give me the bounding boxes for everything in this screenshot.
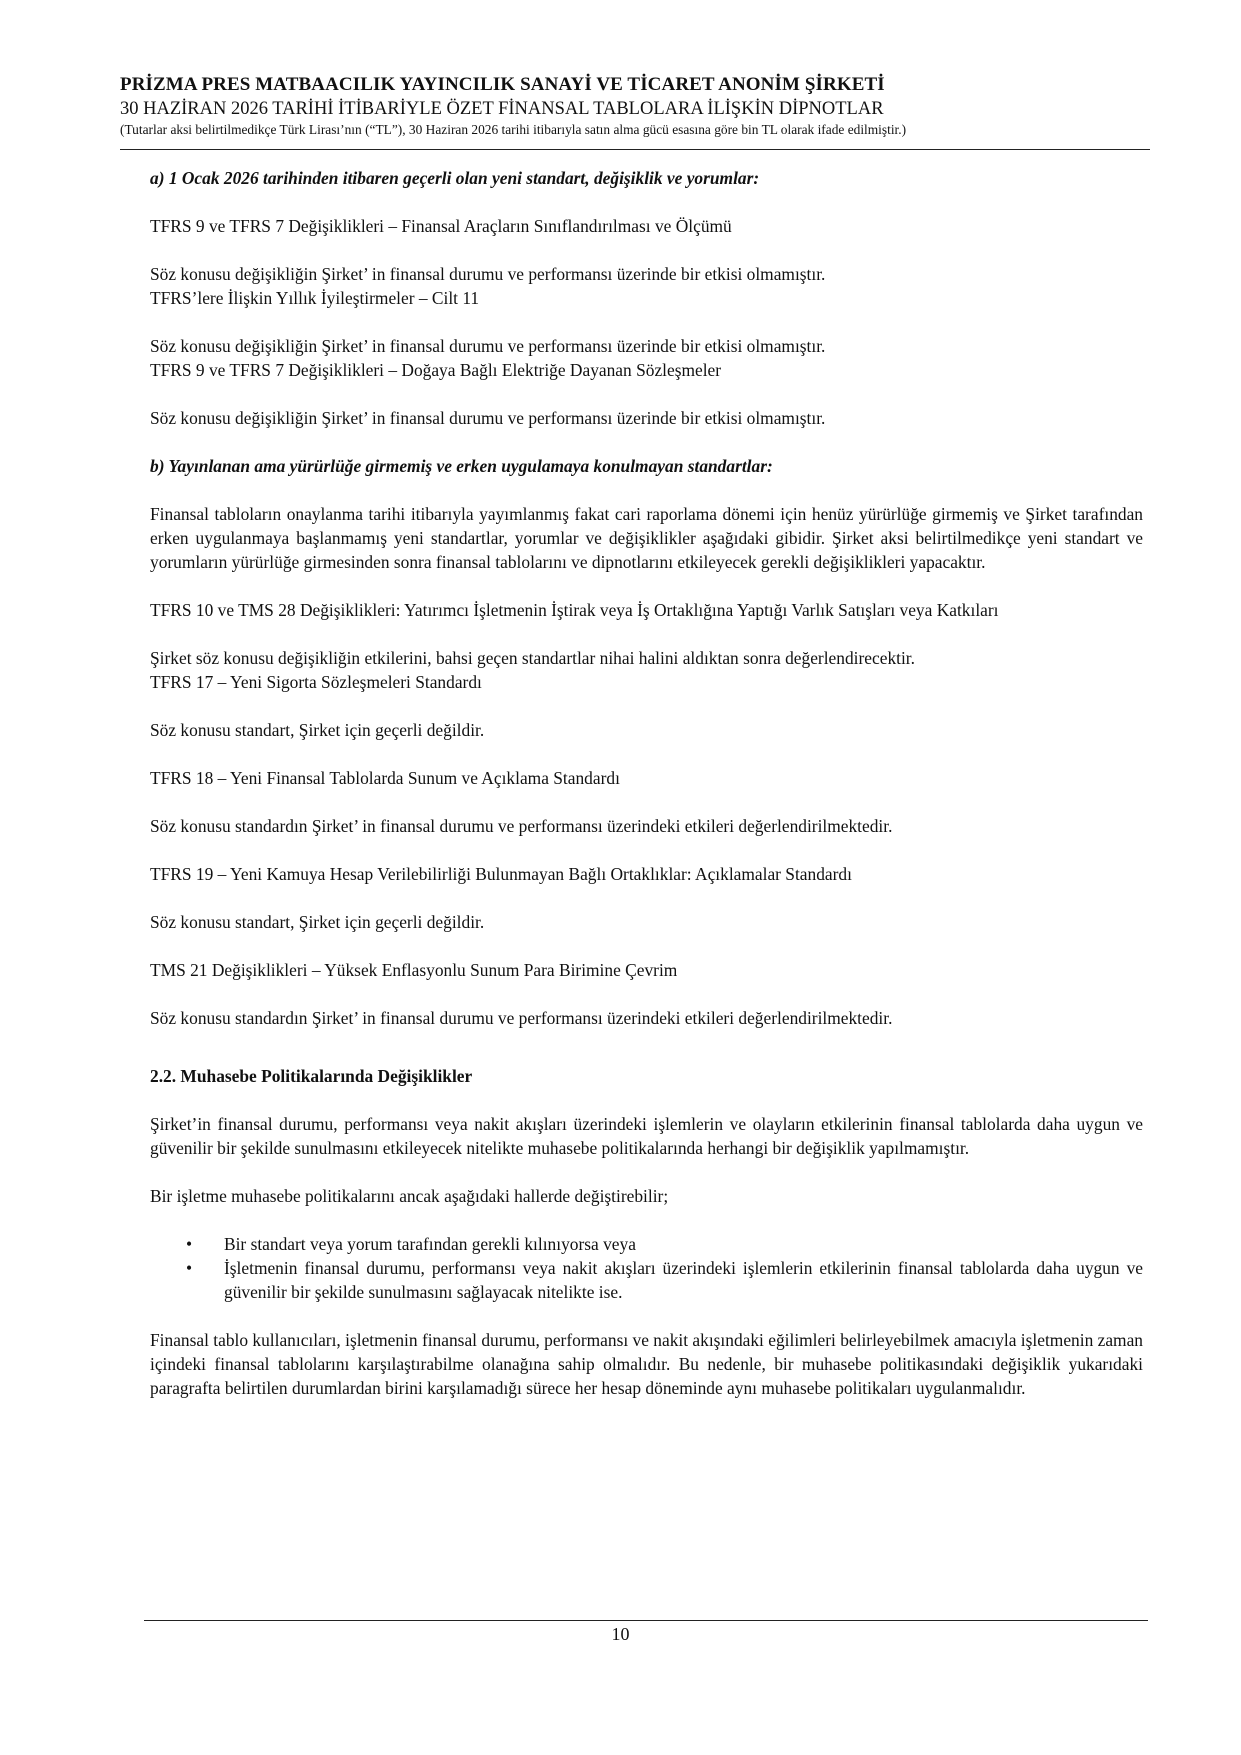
section-b-item5-text: Söz konusu standardın Şirket’ in finansal durumu ve performansı üzerindeki etkileri değerlendirilmektedir. bbox=[150, 1008, 893, 1028]
section-a-item3-title: TFRS 9 ve TFRS 7 Değişiklikleri – Doğaya Bağlı Elektriğe Dayanan Sözleşmeler bbox=[150, 360, 722, 380]
section-a-item3-text: Söz konusu değişikliğin Şirket’ in finansal durumu ve performansı üzerinde bir etkisi olmamıştır. bbox=[150, 408, 826, 428]
section-b-item1-title: TFRS 10 ve TMS 28 Değişiklikleri: Yatırımcı İşletmenin İştirak veya İş Ortaklığına Yaptığı Varlık Satışları veya Katkıları bbox=[150, 600, 999, 620]
section-b-item3-title: TFRS 18 – Yeni Finansal Tablolarda Sunum ve Açıklama Standardı bbox=[150, 768, 620, 788]
section-2-2-paragraph-1: Şirket’in finansal durumu, performansı veya nakit akışları üzerindeki işlemlerin ve olayların etkilerinin finansal tablolarda daha uygun ve güvenilir bir şekilde sunulmasını etkileyecek nitelikte muhasebe politikalarında herhangi bir değişiklik yapılmamıştır. bbox=[150, 1114, 1143, 1158]
company-name: PRİZMA PRES MATBAACILIK YAYINCILIK SANAYİ VE TİCARET ANONİM ŞİRKETİ bbox=[120, 74, 885, 95]
section-b-item3-text: Söz konusu standardın Şirket’ in finansal durumu ve performansı üzerindeki etkileri değerlendirilmektedir. bbox=[150, 816, 893, 836]
section-b-item4-text: Söz konusu standart, Şirket için geçerli değildir. bbox=[150, 912, 485, 932]
bullet-icon: • bbox=[186, 1234, 193, 1254]
conditions-list bbox=[150, 1232, 1143, 1304]
section-a-title: a) 1 Ocak 2026 tarihinden itibaren geçerli olan yeni standart, değişiklik ve yorumlar: bbox=[150, 168, 760, 188]
section-b-title: b) Yayınlanan ama yürürlüğe girmemiş ve erken uygulamaya konulmayan standartlar: bbox=[150, 456, 773, 476]
list-item bbox=[150, 1256, 1143, 1304]
header-divider bbox=[120, 149, 1150, 150]
section-2-2-heading: 2.2. Muhasebe Politikalarında Değişiklikler bbox=[150, 1066, 473, 1086]
document-body bbox=[150, 166, 1143, 1400]
currency-note: (Tutarlar aksi belirtilmedikçe Türk Lirası’nın (“TL”), 30 Haziran 2026 tarihi itibarıyla satın alma gücü esasına göre bin TL olarak ifade edilmiştir.) bbox=[120, 122, 907, 137]
section-b-item5-title: TMS 21 Değişiklikleri – Yüksek Enflasyonlu Sunum Para Birimine Çevrim bbox=[150, 960, 678, 980]
page-number: 10 bbox=[611, 1624, 630, 1644]
section-b-item2-title: TFRS 17 – Yeni Sigorta Sözleşmeleri Standardı bbox=[150, 672, 482, 692]
section-2-2-paragraph-2: Bir işletme muhasebe politikalarını ancak aşağıdaki hallerde değiştirebilir; bbox=[150, 1186, 669, 1206]
section-b-intro: Finansal tabloların onaylanma tarihi itibarıyla yayımlanmış fakat cari raporlama dönemi için henüz yürürlüğe girmemiş ve Şirket tarafından erken uygulanmaya başlanmamış yeni standartlar, yorumlar ve değişiklikler aşağıdaki gibidir. Şirket aksi belirtilmedikçe yeni standart ve yorumların yürürlüğe girmesinden sonra finansal tablolarını ve dipnotlarını etkileyecek gerekli değişiklikleri yapacaktır. bbox=[150, 504, 1143, 572]
list-item-text: Bir standart veya yorum tarafından gerekli kılınıyorsa veya bbox=[224, 1234, 636, 1254]
list-item bbox=[150, 1232, 1143, 1256]
section-b-item1-text: Şirket söz konusu değişikliğin etkilerini, bahsi geçen standartlar nihai halini aldıktan sonra değerlendirecektir. bbox=[150, 648, 915, 668]
page-header bbox=[120, 74, 1150, 138]
section-a-item2-text: Söz konusu değişikliğin Şirket’ in finansal durumu ve performansı üzerinde bir etkisi olmamıştır. bbox=[150, 336, 826, 356]
list-item-text: İşletmenin finansal durumu, performansı veya nakit akışları üzerindeki işlemlerin etkilerinin finansal tablolarda daha uygun ve güvenilir bir şekilde sunulmasını sağlayacak nitelikte ise. bbox=[224, 1258, 1143, 1302]
bullet-icon: • bbox=[186, 1258, 193, 1278]
section-a-item1-title: TFRS 9 ve TFRS 7 Değişiklikleri – Finansal Araçların Sınıflandırılması ve Ölçümü bbox=[150, 216, 732, 236]
section-a-item2-title: TFRS’lere İlişkin Yıllık İyileştirmeler – Cilt 11 bbox=[150, 288, 480, 308]
section-2-2-paragraph-3: Finansal tablo kullanıcıları, işletmenin finansal durumu, performansı ve nakit akışındaki eğilimleri belirleyebilmek amacıyla işletmenin zaman içindeki finansal tablolarını karşılaştırabilme olanağına sahip olmalıdır. Bu nedenle, bir muhasebe politikasındaki değişiklik yukarıdaki paragrafta belirtilen durumlardan birini karşılamadığı sürece her hesap döneminde aynı muhasebe politikaları uygulanmalıdır. bbox=[150, 1330, 1143, 1398]
footer-divider bbox=[144, 1620, 1148, 1621]
section-b-item4-title: TFRS 19 – Yeni Kamuya Hesap Verilebilirliği Bulunmayan Bağlı Ortaklıklar: Açıklamalar Standardı bbox=[150, 864, 852, 884]
document-subtitle: 30 HAZİRAN 2026 TARİHİ İTİBARİYLE ÖZET FİNANSAL TABLOLARA İLİŞKİN DİPNOTLAR bbox=[120, 99, 884, 119]
section-a-item1-text: Söz konusu değişikliğin Şirket’ in finansal durumu ve performansı üzerinde bir etkisi olmamıştır. bbox=[150, 264, 826, 284]
section-b-item2-text: Söz konusu standart, Şirket için geçerli değildir. bbox=[150, 720, 485, 740]
